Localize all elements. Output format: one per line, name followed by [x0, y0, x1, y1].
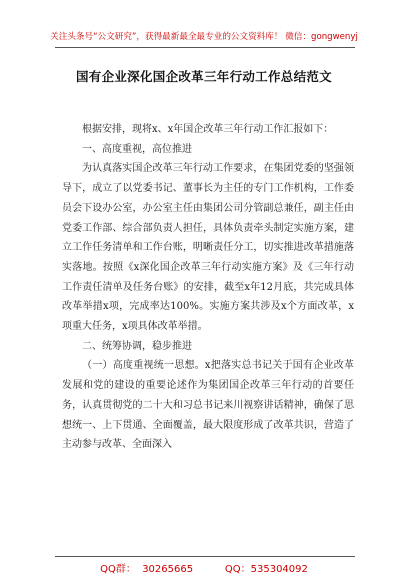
document-body [62, 120, 354, 455]
header-notice: 关注头条号“公文研究”，获得最新最全最专业的公文资料库！ 微信：gongwenyj [50, 32, 358, 42]
document-title: 国有企业深化国企改革三年行动工作总结范文 [75, 69, 332, 84]
footer-contact: QQ群： 30265665 QQ：535304092 [100, 564, 308, 575]
section-heading-2: 二、统筹协调，稳步推进 [82, 340, 192, 352]
header-divider [55, 47, 355, 48]
paragraph-section-1: 为认真落实国企改革三年行动工作要求，在集团党委的坚强领导下，成立了以党委书记、董事长为主任的专门工作机构，工作委员会下设办公室，办公室主任由集团公司分管副总兼任，副主任由党委工作部、综合部负责人担任，具体负责牵头制定实施方案，建立工作任务清单和工作台账，明晰责任分工，切实推进改革措施落实落地。按照《x深化国企改革三年行动实施方案》及《三年行动工作责任清单及任务台账》的安排，截至x年12月底，共完成具体改革举措x项，完成率达100%。实施方案共涉及x个方面改革，x项重大任务，x项具体改革举措。 [62, 163, 354, 333]
section-heading-1: 一、高度重视，高位推进 [82, 143, 192, 155]
paragraph-section-2-1: （一）高度重视统一思想。x把落实总书记关于国有企业改革发展和党的建设的重要论述作为集团国企改革三年行动的首要任务，认真贯彻党的二十大和习总书记来川视察讲话精神，确保了思想统一、上下贯通、全面覆盖，最大限度形成了改革共识，营造了主动参与改革、全面深入 [62, 360, 354, 451]
footer-divider [55, 556, 355, 557]
paragraph-intro: 根据安排，现将x、x年国企改革三年行动工作汇报如下： [82, 124, 334, 135]
